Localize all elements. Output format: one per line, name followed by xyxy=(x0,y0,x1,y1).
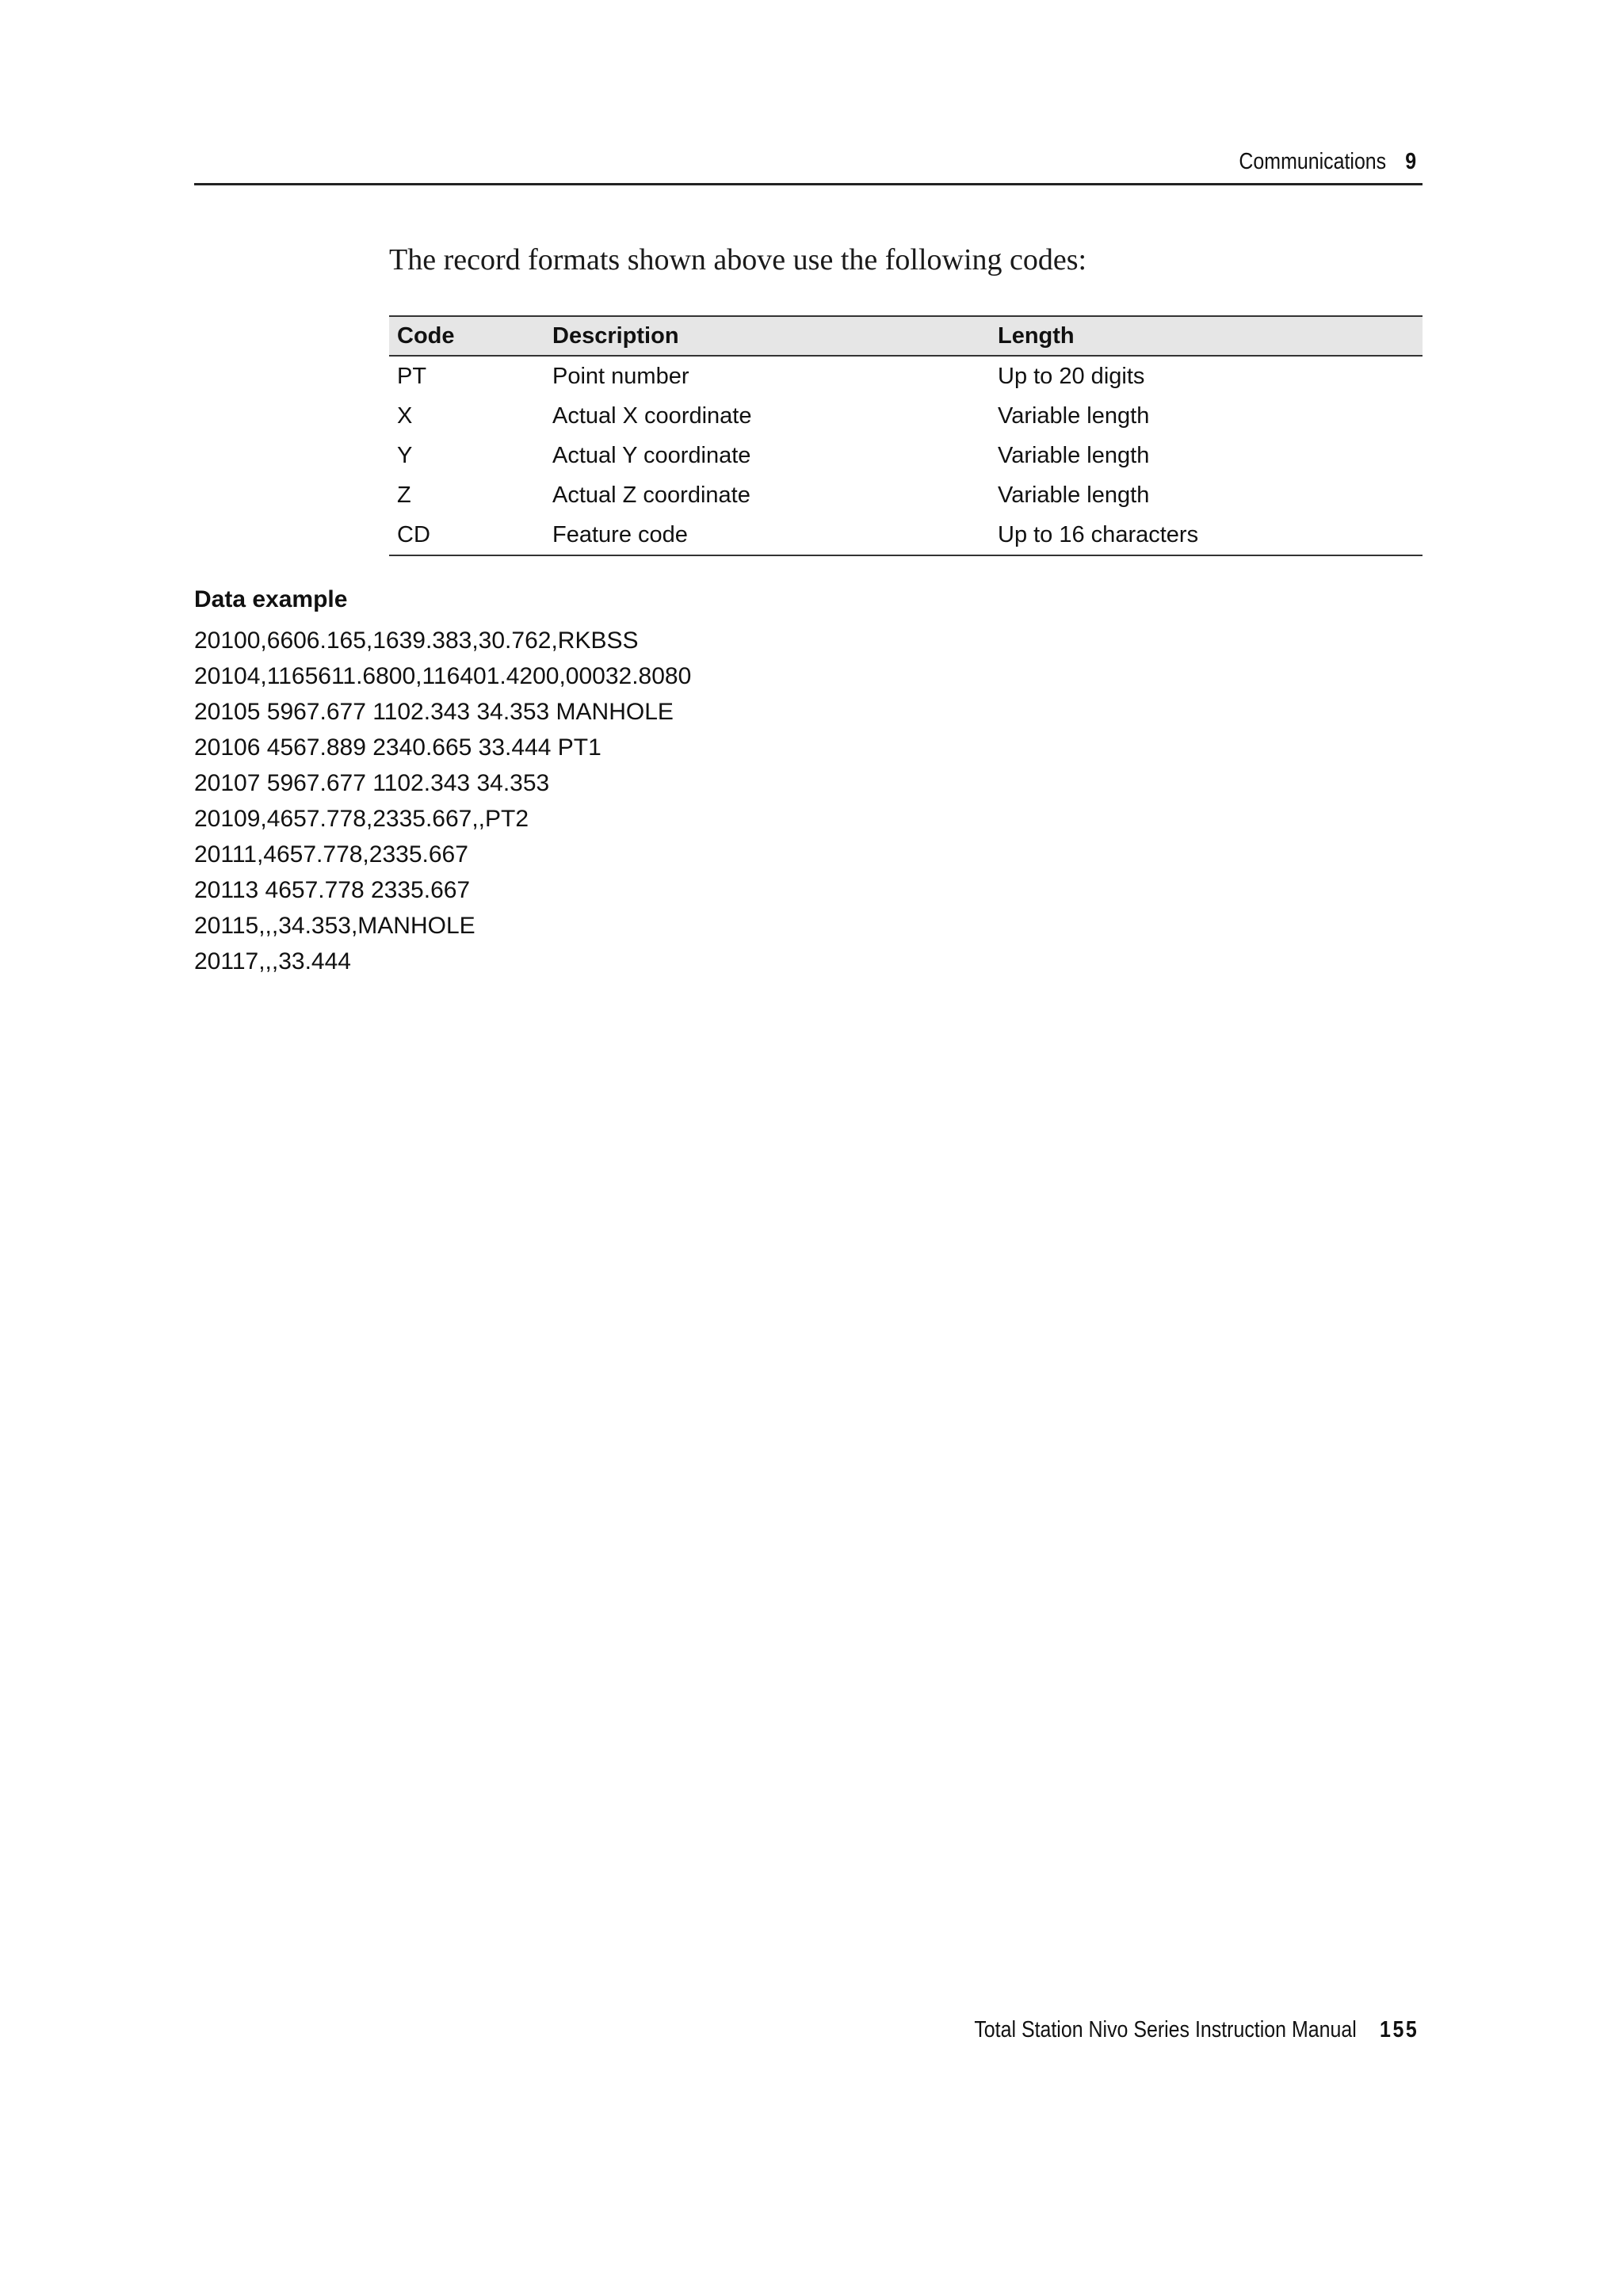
cell-length: Up to 16 characters xyxy=(990,515,1423,555)
page-header xyxy=(194,143,1423,185)
column-header-description: Description xyxy=(544,316,990,356)
data-line: 20106 4567.889 2340.665 33.444 PT1 xyxy=(194,734,601,761)
table-row xyxy=(389,436,1423,475)
data-line: 20115,,,34.353,MANHOLE xyxy=(194,913,475,939)
data-line: 20113 4657.778 2335.667 xyxy=(194,877,471,903)
data-line: 20111,4657.778,2335.667 xyxy=(194,841,468,868)
cell-length: Variable length xyxy=(998,402,1150,429)
codes-table xyxy=(389,315,1423,556)
data-example-list xyxy=(194,623,691,979)
cell-length: Variable length xyxy=(998,482,1150,508)
column-header-length: Length xyxy=(990,316,1423,356)
cell-code: Z xyxy=(397,482,411,508)
cell-length: Variable length xyxy=(998,442,1150,468)
cell-length: Up to 20 digits xyxy=(998,363,1145,389)
cell-description: Actual Z coordinate xyxy=(552,482,750,508)
header-chapter-number: 9 xyxy=(1405,149,1416,174)
data-example-heading: Data example xyxy=(194,586,348,612)
footer-page-number: 155 xyxy=(1379,2017,1419,2042)
intro-text: The record formats shown above use the following codes: xyxy=(389,243,1087,277)
cell-code: X xyxy=(397,402,413,429)
column-header-code: Code xyxy=(389,316,544,356)
footer-manual-title: Total Station Nivo Series Instruction Manual xyxy=(973,2017,1357,2042)
table-row xyxy=(389,475,1423,515)
data-line: 20107 5967.677 1102.343 34.353 xyxy=(194,770,550,796)
header-section-title: Communications xyxy=(1239,149,1387,174)
page-footer xyxy=(974,2017,1419,2043)
cell-description: Feature code xyxy=(544,515,990,555)
data-line: 20104,1165611.6800,116401.4200,00032.8080 xyxy=(194,663,692,689)
table-header-row xyxy=(389,316,1423,356)
cell-description: Point number xyxy=(552,363,689,389)
table-row xyxy=(389,515,1423,555)
cell-description: Actual X coordinate xyxy=(552,402,752,429)
data-line: 20100,6606.165,1639.383,30.762,RKBSS xyxy=(194,627,639,654)
cell-description: Actual Y coordinate xyxy=(552,442,751,468)
data-line: 20117,,,33.444 xyxy=(194,948,351,974)
cell-code: CD xyxy=(389,515,544,555)
cell-code: Y xyxy=(397,442,413,468)
cell-code: PT xyxy=(397,363,427,389)
running-header xyxy=(1239,149,1416,175)
data-line: 20105 5967.677 1102.343 34.353 MANHOLE xyxy=(194,699,674,725)
data-line: 20109,4657.778,2335.667,,PT2 xyxy=(194,806,529,832)
table-row xyxy=(389,356,1423,396)
table-row xyxy=(389,396,1423,436)
